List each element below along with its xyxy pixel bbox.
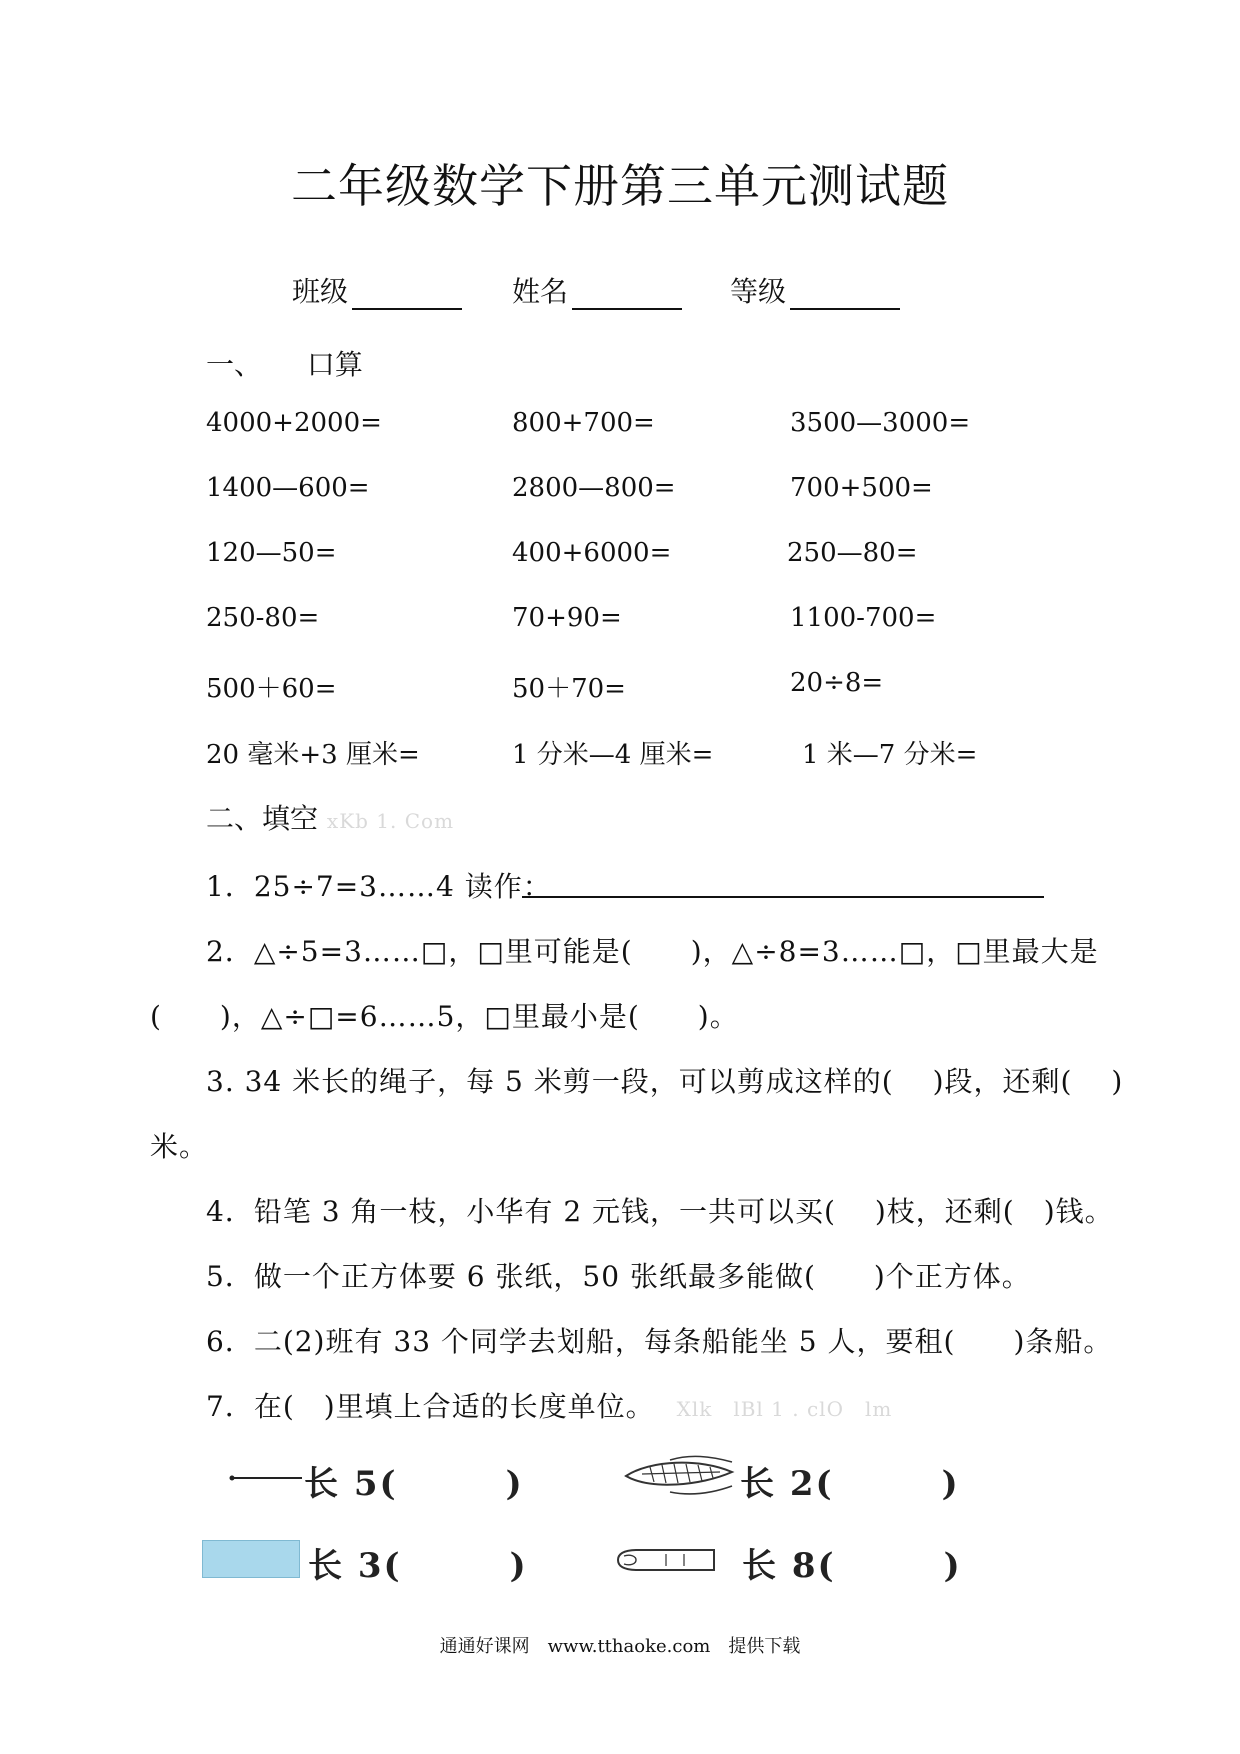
calc-item: 20 毫米+3 厘米= [206, 740, 420, 770]
section1-heading-text: 口算 [306, 348, 363, 381]
question-2-line2: ( )，△÷□=6……5，□里最小是( )。 [150, 1000, 739, 1033]
question-7-text: 7．在( )里填上合适的长度单位。 [206, 1390, 655, 1423]
calc-item: 120—50= [206, 538, 337, 568]
eraser-icon [202, 1540, 300, 1578]
calc-item: 2800—800= [512, 473, 676, 503]
calc-item: 1 分米—4 厘米= [512, 740, 714, 770]
answer-line[interactable] [522, 896, 1044, 898]
section1-heading-num: 一、 [206, 348, 263, 381]
calc-item: 250-80= [206, 603, 320, 633]
class-label: 班级 [292, 275, 349, 308]
name-blank[interactable] [572, 278, 682, 310]
calc-item: 4000+2000= [206, 408, 382, 438]
calc-item: 1100-700= [790, 603, 937, 633]
calc-item: 3500—3000= [790, 408, 971, 438]
calc-item: 400+6000= [512, 538, 672, 568]
page-title: 二年级数学下册第三单元测试题 [291, 159, 949, 213]
watermark-text: xKb 1. Com [326, 809, 455, 833]
question-5: 5．做一个正方体要 6 张纸，50 张纸最多能做( )个正方体。 [206, 1260, 1031, 1293]
question-6: 6．二(2)班有 33 个同学去划船，每条船能坐 5 人，要租( )条船。 [206, 1325, 1113, 1358]
watermark-text: Xlk lBl 1 . clO lm [676, 1397, 893, 1421]
calc-item: 20÷8= [790, 668, 884, 698]
name-field [512, 270, 682, 310]
question-3-line2: 米。 [150, 1130, 209, 1163]
unit-item-4: 长 8( ) [742, 1546, 962, 1586]
calc-item: 800+700= [512, 408, 655, 438]
question-2-line1: 2．△÷5=3……□，□里可能是( )，△÷8=3……□，□里最大是 [206, 935, 1099, 968]
calc-item: 700+500= [790, 473, 933, 503]
footer-text: 通通好课网 www.tthaoke.com 提供下载 [439, 1636, 801, 1657]
section1-heading [206, 343, 363, 383]
calc-item: 250—80= [787, 538, 918, 568]
unit-item-3: 长 3( ) [308, 1546, 528, 1586]
question-7 [206, 1385, 892, 1425]
finger-icon [614, 1546, 720, 1574]
class-field [292, 270, 462, 310]
grade-field [730, 270, 900, 310]
question-4: 4．铅笔 3 角一枝，小华有 2 元钱，一共可以买( )枝，还剩( )钱。 [206, 1195, 1114, 1228]
section2-heading [206, 797, 454, 837]
needle-icon [228, 1468, 308, 1488]
calc-item: 1 米—7 分米= [802, 740, 978, 770]
unit-item-2: 长 2( ) [740, 1464, 960, 1504]
grade-blank[interactable] [790, 278, 900, 310]
grade-label: 等级 [730, 275, 787, 308]
name-label: 姓名 [512, 275, 569, 308]
corn-icon [620, 1452, 740, 1498]
calc-item: 70+90= [512, 603, 622, 633]
question-3-line1: 3. 34 米长的绳子，每 5 米剪一段，可以剪成这样的( )段，还剩( ) [206, 1065, 1124, 1098]
section2-heading-text: 二、填空 [206, 802, 319, 835]
calc-item: 500＋60= [206, 674, 337, 704]
calc-item: 50＋70= [512, 674, 626, 704]
question-1: 1．25÷7=3……4 读作： [206, 870, 552, 903]
calc-item: 1400—600= [206, 473, 370, 503]
class-blank[interactable] [352, 278, 462, 310]
unit-item-1: 长 5( ) [304, 1464, 524, 1504]
